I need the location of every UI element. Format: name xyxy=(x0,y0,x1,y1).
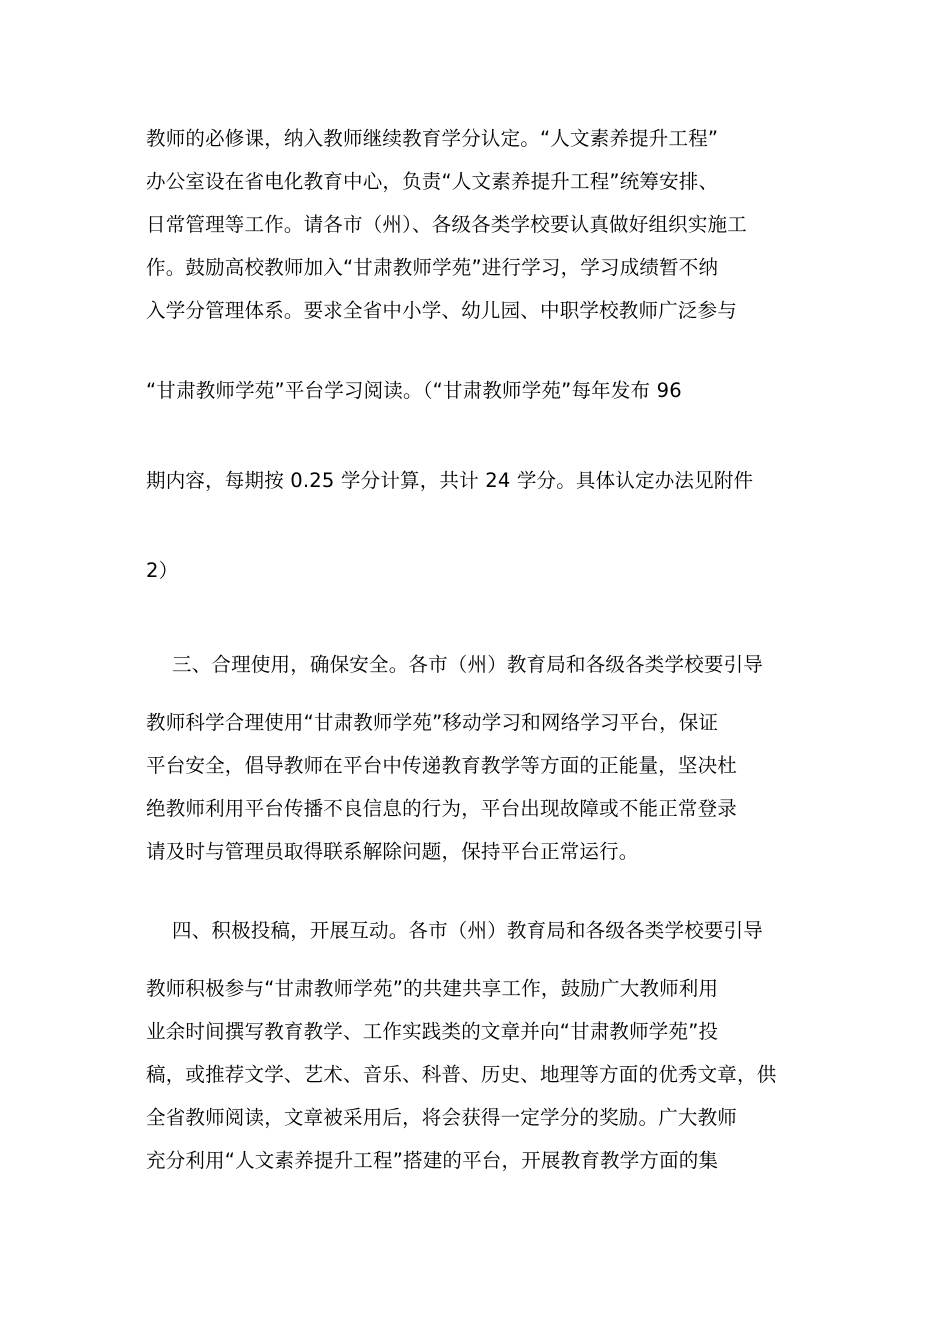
text-line-8: 2） xyxy=(146,559,179,582)
text-line-16: 业余时间撰写教育教学、工作实践类的文章并向“甘肃教师学苑”投 xyxy=(146,1020,719,1043)
text-line-5: 入学分管理体系。要求全省中小学、幼儿园、中职学校教师广泛参与 xyxy=(146,299,738,322)
text-line-3: 日常管理等工作。请各市（州）、各级各类学校要认真做好组织实施工 xyxy=(146,213,747,236)
text-line-4: 作。鼓励高校教师加入“甘肃教师学苑”进行学习，学习成绩暂不纳 xyxy=(146,256,719,279)
section-4-heading-line: 四、积极投稿，开展互动。各市（州）教育局和各级各类学校要引导 xyxy=(172,919,764,942)
text-line-11: 平台安全，倡导教师在平台中传递教育教学等方面的正能量，坚决杜 xyxy=(146,754,738,777)
text-line-15: 教师积极参与“甘肃教师学苑”的共建共享工作，鼓励广大教师利用 xyxy=(146,977,719,1000)
text-line-18: 全省教师阅读，文章被采用后，将会获得一定学分的奖励。广大教师 xyxy=(146,1106,738,1129)
text-line-17: 稿，或推荐文学、艺术、音乐、科普、历史、地理等方面的优秀文章，供 xyxy=(146,1063,777,1086)
text-line-7: 期内容，每期按 0.25 学分计算，共计 24 学分。具体认定办法见附件 xyxy=(146,469,754,492)
text-line-13: 请及时与管理员取得联系解除问题，保持平台正常运行。 xyxy=(146,840,639,863)
text-line-1: 教师的必修课，纳入教师继续教育学分认定。“人文素养提升工程” xyxy=(146,127,719,150)
section-3-heading-line: 三、合理使用，确保安全。各市（州）教育局和各级各类学校要引导 xyxy=(172,653,764,676)
text-line-19: 充分利用“人文素养提升工程”搭建的平台，开展教育教学方面的集 xyxy=(146,1149,719,1172)
text-line-10: 教师科学合理使用“甘肃教师学苑”移动学习和网络学习平台，保证 xyxy=(146,711,719,734)
text-line-12: 绝教师利用平台传播不良信息的行为，平台出现故障或不能正常登录 xyxy=(146,797,738,820)
text-line-2: 办公室设在省电化教育中心，负责“人文素养提升工程”统筹安排、 xyxy=(146,170,719,193)
text-line-6: “甘肃教师学苑”平台学习阅读。（“甘肃教师学苑”每年发布 96 xyxy=(146,379,682,402)
